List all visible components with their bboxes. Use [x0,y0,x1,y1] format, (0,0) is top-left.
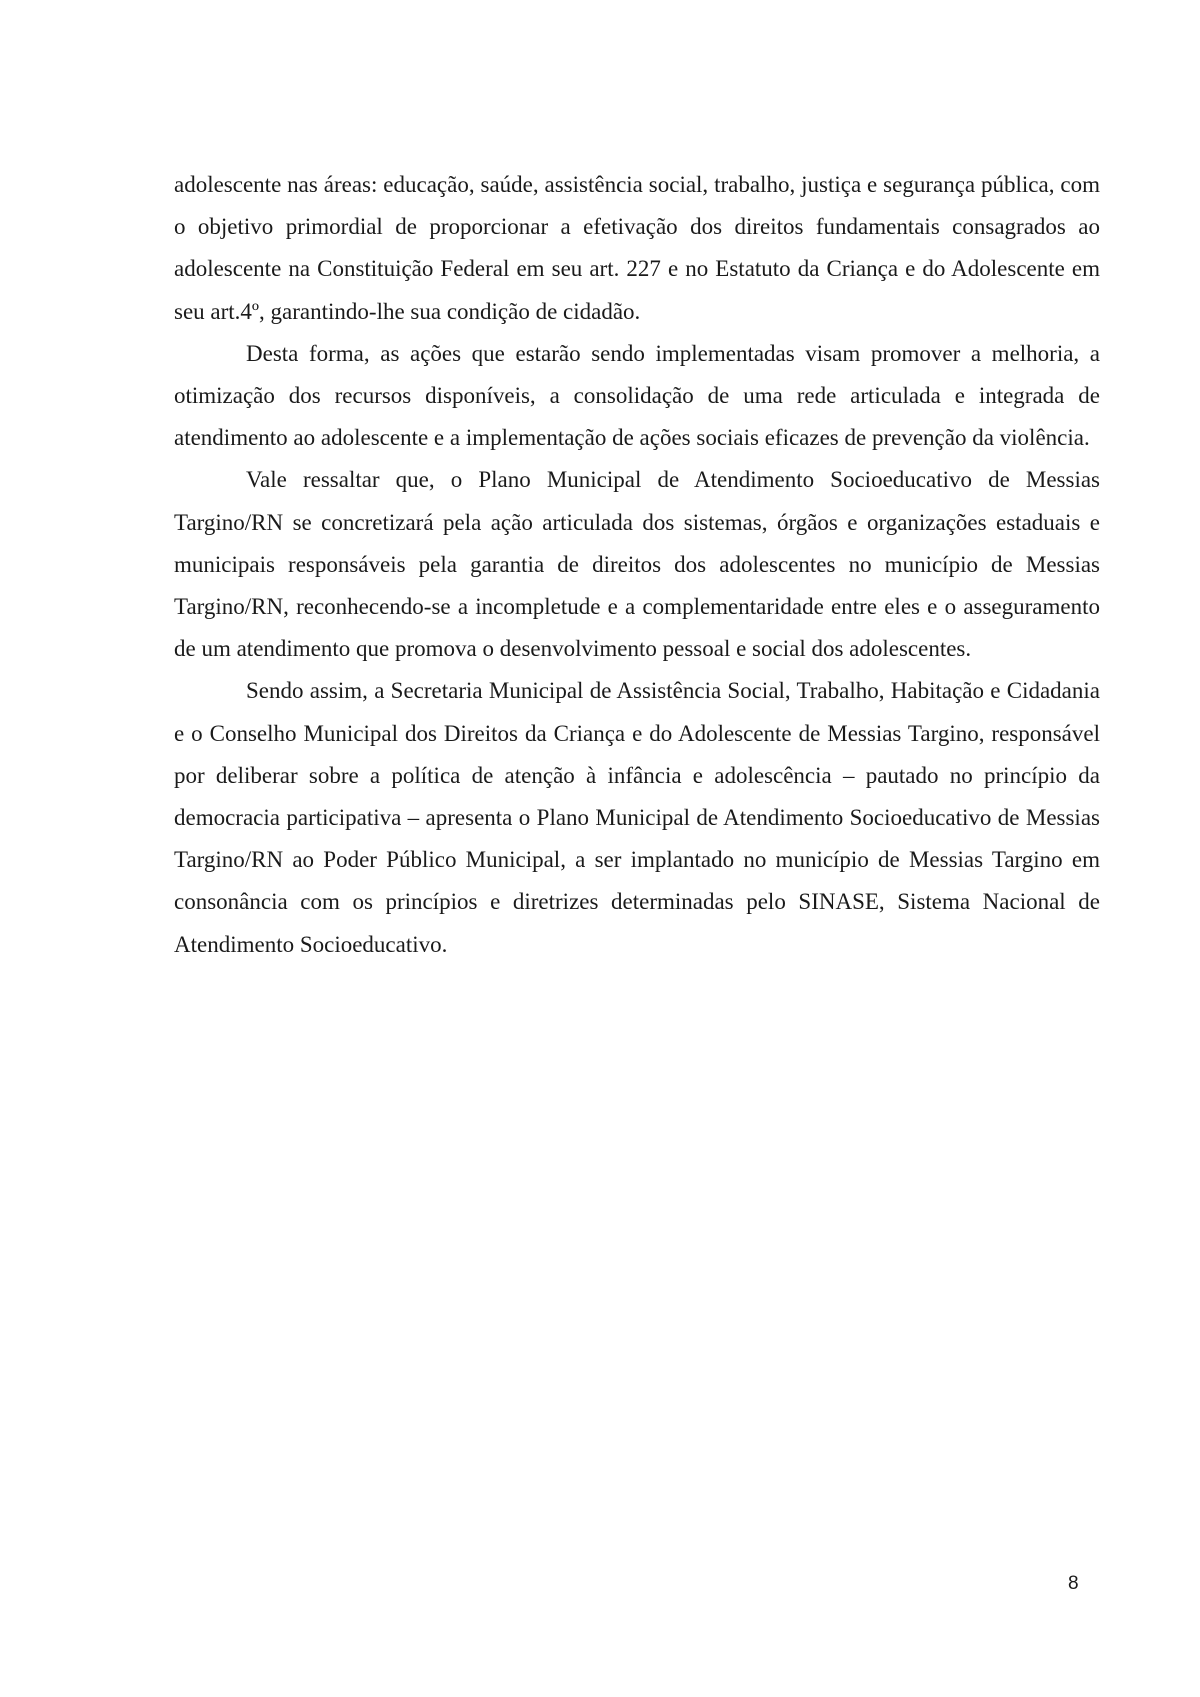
paragraph-desta-forma: Desta forma, as ações que estarão sendo implementadas visam promover a melhoria, a otimização dos recursos disponíveis, a consolidação de uma rede articulada e integrada de atendimento ao adolescente e a implementação de ações sociais eficazes de prevenção da violência. [174,340,1100,451]
body-text [174,164,1100,966]
page-number: 8 [1068,1573,1079,1594]
paragraph-continuation: adolescente nas áreas: educação, saúde, assistência social, trabalho, justiça e segurança pública, com o objetivo primordial de proporcionar a efetivação dos direitos fundamentais consagrados ao adolescente na Constituição Federal em seu art. 227 e no Estatuto da Criança e do Adolescente em seu art.4º, garantindo-lhe sua condição de cidadão. [174,172,1100,324]
paragraph-vale-ressaltar: Vale ressaltar que, o Plano Municipal de Atendimento Socioeducativo de Messias Targino/RN se concretizará pela ação articulada dos sistemas, órgãos e organizações estaduais e municipais responsáveis pela garantia de direitos dos adolescentes no município de Messias Targino/RN, reconhecendo-se a incompletude e a complementaridade entre eles e o asseguramento de um atendimento que promova o desenvolvimento pessoal e social dos adolescentes. [174,467,1100,662]
paragraph-sendo-assim: Sendo assim, a Secretaria Municipal de Assistência Social, Trabalho, Habitação e Cidadania e o Conselho Municipal dos Direitos da Criança e do Adolescente de Messias Targino, responsável por deliberar sobre a política de atenção à infância e adolescência – pautado no princípio da democracia participativa – apresenta o Plano Municipal de Atendimento Socioeducativo de Messias Targino/RN ao Poder Público Municipal, a ser implantado no município de Messias Targino em consonância com os princípios e diretrizes determinadas pelo SINASE, Sistema Nacional de Atendimento Socioeducativo. [174,678,1100,957]
